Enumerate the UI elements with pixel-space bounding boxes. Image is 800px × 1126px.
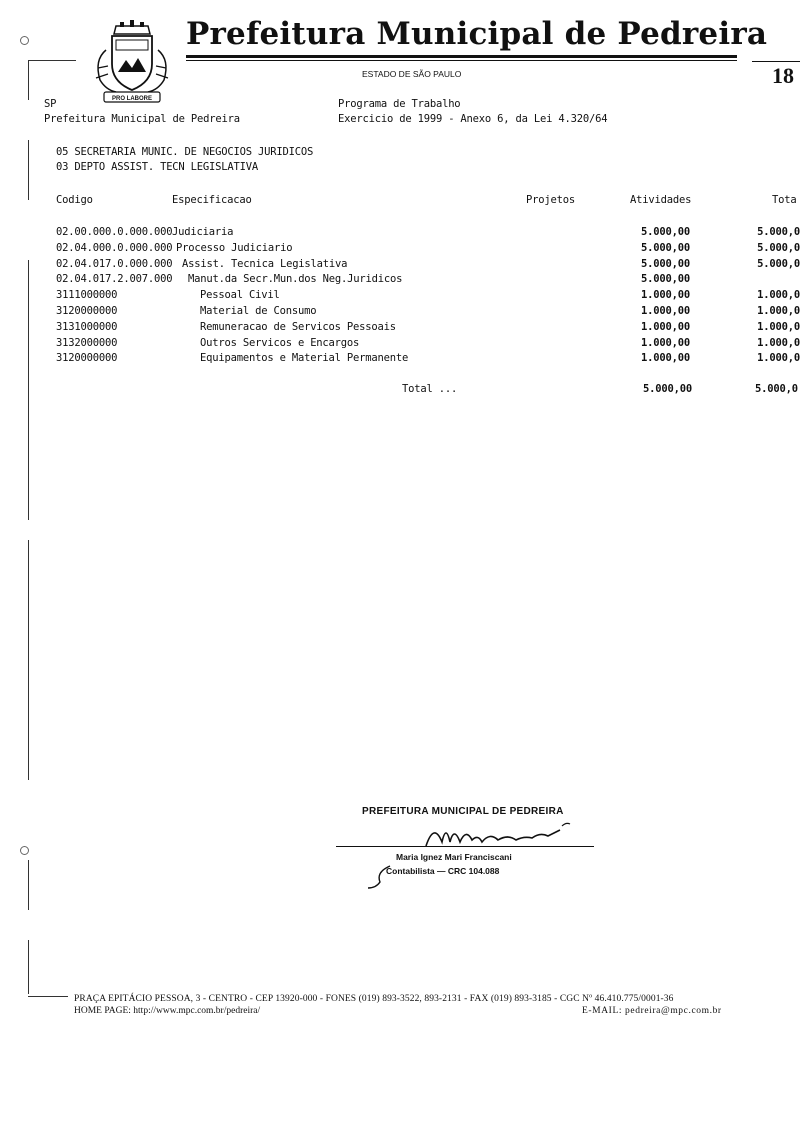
margin-line	[28, 540, 29, 780]
corner-rule-top	[28, 60, 76, 61]
corner-rule-bottom	[28, 996, 68, 997]
cell-codigo: 02.04.000.0.000.000	[56, 241, 173, 254]
total-label: Total ...	[402, 383, 458, 395]
cell-codigo: 02.04.017.2.007.000	[56, 273, 173, 286]
org-secretaria: 05 SECRETARIA MUNIC. DE NEGOCIOS JURIDICOS	[56, 146, 314, 158]
cell-total: 1.000,0	[757, 289, 800, 302]
margin-line	[28, 940, 29, 994]
signature-line	[336, 846, 594, 847]
meta-program: Programa de Trabalho	[338, 98, 461, 110]
table-row	[56, 258, 800, 274]
meta-exercise: Exercicio de 1999 - Anexo 6, da Lei 4.320/64	[338, 113, 608, 125]
footer-homepage: HOME PAGE: http://www.mpc.com.br/pedreira/	[74, 1006, 261, 1016]
cell-especificacao: Outros Servicos e Encargos	[200, 336, 360, 349]
cell-especificacao: Assist. Tecnica Legislativa	[182, 257, 348, 270]
table-row	[56, 337, 800, 353]
signatory-name: Maria Ignez Mari Franciscani	[396, 852, 512, 862]
header-atividades: Atividades	[630, 194, 692, 206]
meta-state: SP	[44, 98, 57, 110]
cell-total: 5.000,0	[757, 241, 800, 254]
cell-codigo: 02.00.000.0.000.000	[56, 226, 173, 238]
cell-especificacao: Material de Consumo	[200, 305, 317, 317]
table-row	[56, 321, 800, 337]
cell-especificacao: Equipamentos e Material Permanente	[200, 352, 409, 365]
table-row	[56, 226, 800, 242]
page-number: 18	[772, 63, 794, 88]
margin-line	[28, 260, 29, 520]
org-departamento: 03 DEPTO ASSIST. TECN LEGISLATIVA	[56, 161, 259, 173]
header-total: Tota	[772, 194, 797, 206]
footer-address: PRAÇA EPITÁCIO PESSOA, 3 - CENTRO - CEP 13920-000 - FONES (019) 893-3522, 893-2131 - FAX (019) 893-3185 - CGC Nº 46.410.775/0001-36	[74, 994, 674, 1004]
cell-codigo: 3131000000	[56, 320, 118, 333]
table-row	[56, 242, 800, 258]
total-total: 5.000,0	[755, 383, 798, 395]
cell-codigo: 3120000000	[56, 305, 118, 317]
signatory-role: Contabilista — CRC 104.088	[386, 866, 500, 876]
cell-atividades: 5.000,00	[641, 226, 690, 238]
crest-motto: PRO LABORE	[111, 96, 153, 102]
margin-line	[28, 60, 29, 100]
title-rule	[186, 55, 737, 58]
cell-atividades: 5.000,00	[641, 241, 690, 254]
cell-atividades: 1.000,00	[641, 289, 690, 302]
cell-total: 5.000,0	[757, 257, 800, 270]
cell-total: 1.000,0	[757, 320, 800, 333]
header-especificacao: Especificacao	[172, 194, 252, 206]
cell-especificacao: Manut.da Secr.Mun.dos Neg.Juridicos	[188, 273, 403, 286]
state-label: ESTADO DE SÃO PAULO	[362, 69, 462, 79]
table-row	[56, 289, 800, 305]
cell-especificacao: Pessoal Civil	[200, 289, 280, 302]
table-row	[56, 305, 800, 321]
total-atividades: 5.000,00	[643, 383, 692, 395]
footer-email: E-MAIL: pedreira@mpc.com.br	[582, 1006, 722, 1016]
table-row	[56, 273, 800, 289]
meta-entity: Prefeitura Municipal de Pedreira	[44, 113, 240, 125]
municipal-crest-icon	[86, 20, 178, 106]
header-projetos: Projetos	[526, 194, 575, 206]
cell-codigo: 3132000000	[56, 336, 118, 349]
cell-atividades: 5.000,00	[641, 257, 690, 270]
cell-codigo: 02.04.017.0.000.000	[56, 257, 173, 270]
stamp-title: PREFEITURA MUNICIPAL DE PEDREIRA	[362, 806, 564, 817]
punch-hole-icon	[20, 846, 29, 855]
cell-atividades: 1.000,00	[641, 336, 690, 349]
cell-codigo: 3111000000	[56, 289, 118, 302]
title-rule-thin	[186, 60, 737, 61]
cell-atividades: 1.000,00	[641, 352, 690, 365]
margin-line	[28, 860, 29, 910]
header-codigo: Codigo	[56, 194, 93, 206]
cell-total: 1.000,0	[757, 336, 800, 349]
page-title: Prefeitura Municipal de Pedreira	[186, 16, 768, 52]
cell-atividades: 1.000,00	[641, 305, 690, 317]
margin-line	[28, 140, 29, 200]
table-row	[56, 352, 800, 368]
page-number-rule	[752, 61, 800, 62]
punch-hole-icon	[20, 36, 29, 45]
cell-especificacao: Processo Judiciario	[176, 241, 293, 254]
cell-atividades: 5.000,00	[641, 273, 690, 286]
cell-total: 5.000,0	[757, 226, 800, 238]
cell-codigo: 3120000000	[56, 352, 118, 365]
cell-total: 1.000,0	[757, 352, 800, 365]
cell-total: 1.000,0	[757, 305, 800, 317]
cell-especificacao: Remuneracao de Servicos Pessoais	[200, 320, 396, 333]
cell-atividades: 1.000,00	[641, 320, 690, 333]
cell-especificacao: Judiciaria	[172, 226, 234, 238]
